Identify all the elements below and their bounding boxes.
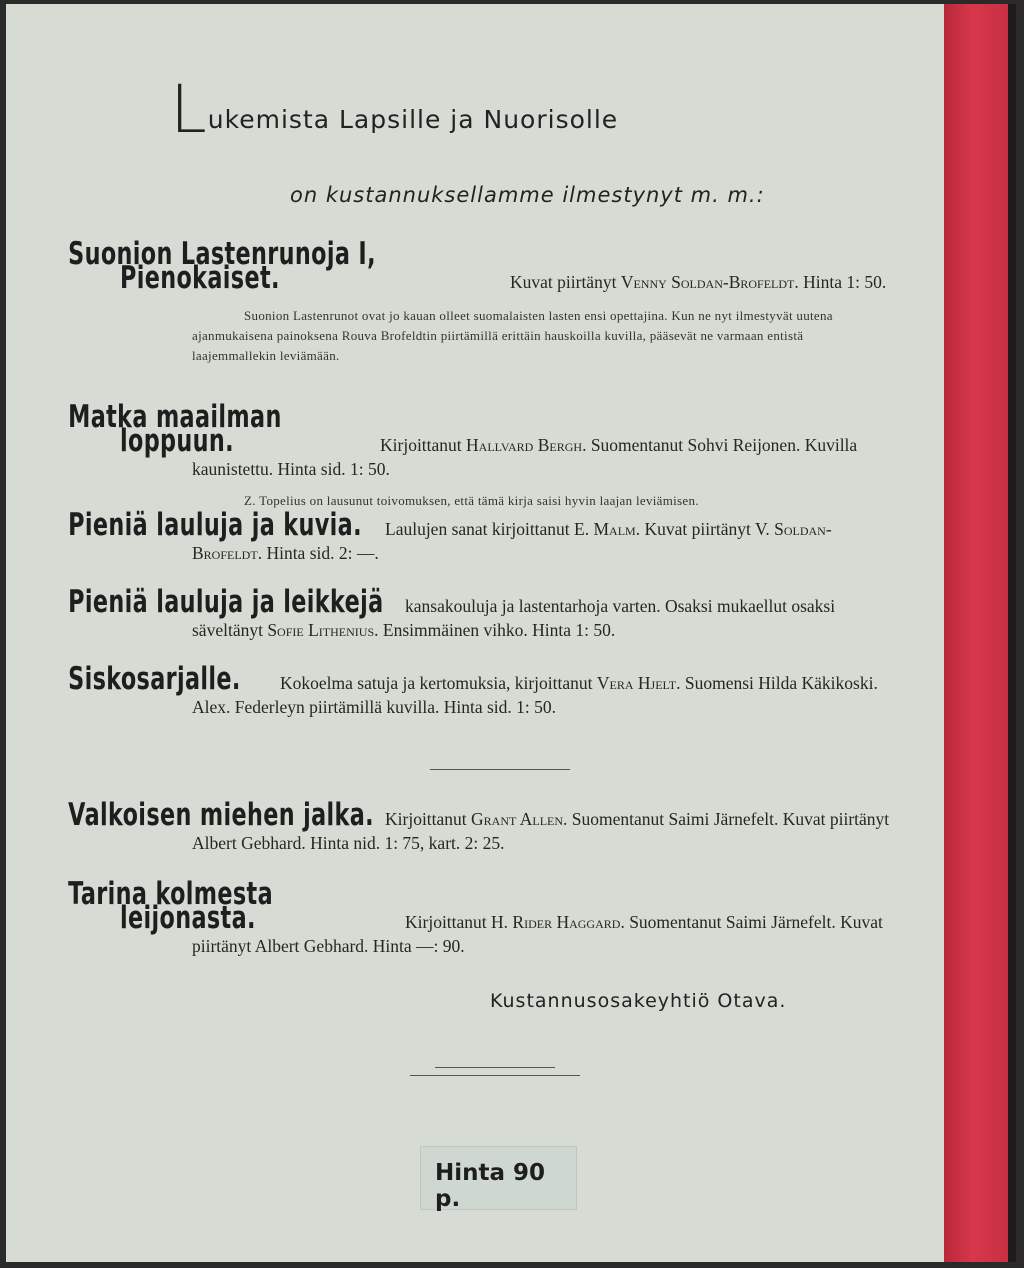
book-details: Laulujen sanat kirjoittanut E. Malm. Kuvat piirtänyt V. Soldan-Brofeldt. Hinta sid. 2: —. bbox=[192, 519, 832, 563]
book-title: Tarina kolmesta leijonasta. bbox=[68, 876, 273, 936]
price-text: Hinta 90 p. bbox=[435, 1160, 546, 1212]
book-entry bbox=[68, 236, 890, 366]
closing-rule-top bbox=[435, 1067, 555, 1068]
book-details: Kirjoittanut Grant Allen. Suomentanut Saimi Järnefelt. Kuvat piirtänyt Albert Gebhard. Hinta nid. 1: 75, kart. 2: 25. bbox=[192, 809, 890, 853]
book-details: kansakouluja ja lastentarhoja varten. Osaksi mukaellut osaksi säveltänyt Sofie Lithenius. Ensimmäinen vihko. Hinta 1: 50. bbox=[192, 596, 836, 640]
price-label bbox=[420, 1146, 577, 1210]
book-title: Pieniä lauluja ja leikkejä bbox=[68, 584, 384, 620]
spine-edge bbox=[1008, 4, 1016, 1262]
book-details: Kirjoittanut H. Rider Haggard. Suomentanut Saimi Järnefelt. Kuvat piirtänyt Albert Gebhard. Hinta —: 90. bbox=[192, 912, 883, 956]
book-entry bbox=[68, 797, 890, 855]
book-entry bbox=[68, 399, 890, 511]
book-title: Pieniä lauluja ja kuvia. bbox=[68, 507, 362, 543]
closing-rule-bottom bbox=[410, 1075, 580, 1076]
book-entry bbox=[68, 876, 890, 958]
title-rest: ukemista Lapsille ja Nuorisolle bbox=[207, 105, 619, 134]
book-title: Suonion Lastenrunoja I, Pienokaiset. bbox=[68, 236, 376, 296]
book-note: Suonion Lastenrunot ovat jo kauan olleet suomalaisten lasten ensi opettajina. Kun ne nyt ilmestyvät uutena ajanmukaisena painoksena Rouva Brofeldtin piirtämillä erittäin hauskoilla kuvilla, pääsevät ne varmaan entistä laajemmallekin leviämään. bbox=[192, 308, 833, 363]
section-divider bbox=[430, 769, 570, 770]
book-title: Siskosarjalle. bbox=[68, 661, 241, 697]
book-title: Matka maailman loppuun. bbox=[68, 399, 282, 459]
page-subtitle: on kustannuksellamme ilmestynyt m. m.: bbox=[290, 183, 765, 207]
book-details: Kokoelma satuja ja kertomuksia, kirjoittanut Vera Hjelt. Suomensi Hilda Käkikoski. Alex. Federleyn piirtämillä kuvilla. Hinta sid. 1: 50. bbox=[192, 673, 878, 717]
book-note: Z. Topelius on lausunut toivomuksen, että tämä kirja saisi hyvin laajan leviämisen. bbox=[244, 493, 699, 508]
publisher-name: Kustannusosakeyhtiö Otava. bbox=[490, 990, 787, 1012]
page-title bbox=[170, 71, 619, 148]
title-initial: L bbox=[170, 71, 208, 148]
book-entry bbox=[68, 507, 890, 565]
book-entry bbox=[68, 584, 890, 642]
red-spine bbox=[944, 4, 1016, 1262]
book-entry bbox=[68, 661, 890, 719]
book-title: Valkoisen miehen jalka. bbox=[68, 797, 375, 833]
book-details: Kuvat piirtänyt Venny Soldan-Brofeldt. Hinta 1: 50. bbox=[510, 272, 887, 292]
book-details: Kirjoittanut Hallvard Bergh. Suomentanut Sohvi Reijonen. Kuvilla kaunistettu. Hinta sid. 1: 50. bbox=[192, 435, 858, 479]
